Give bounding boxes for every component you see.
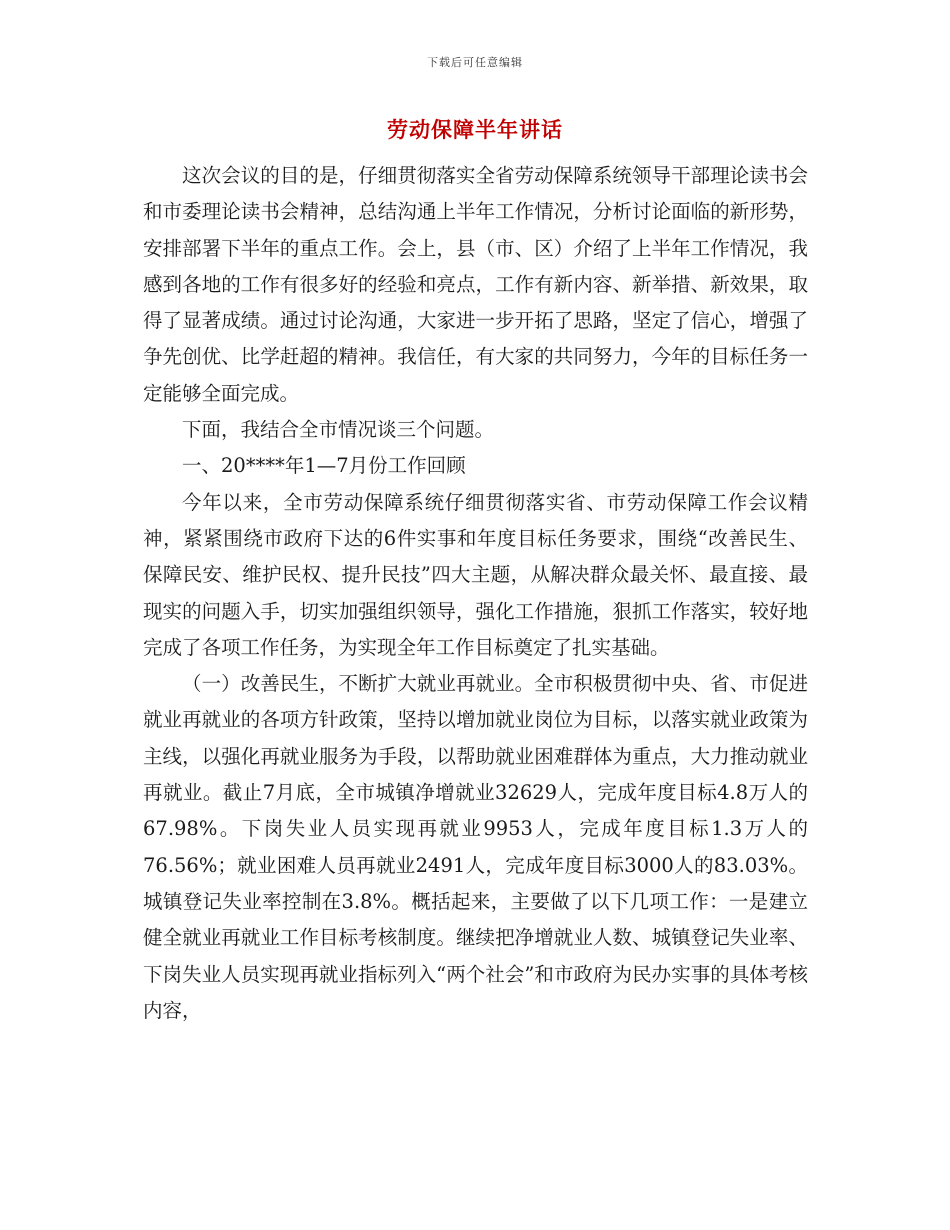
document-title: 劳动保障半年讲话	[387, 117, 563, 142]
paragraph: 这次会议的目的是，仔细贯彻落实全省劳动保障系统领导干部理论读书会和市委理论读书会精神，总结沟通上半年工作情况，分析讨论面临的新形势，安排部署下半年的重点工作。会上，县（市、区）介绍了上半年工作情况，我感到各地的工作有很多好的经验和亮点，工作有新内容、新举措、新效果，取得了显著成绩。通过讨论沟通，大家进一步开拓了思路，坚定了信心，增强了争先创优、比学赶超的精神。我信任，有大家的共同努力，今年的目标任务一定能够全面完成。	[143, 164, 808, 405]
paragraph: 一、20****年1—7月份工作回顾	[182, 454, 466, 478]
paragraph: 今年以来，全市劳动保障系统仔细贯彻落实省、市劳动保障工作会议精神，紧紧围绕市政府下达的6件实事和年度目标任务要求，围绕“改善民生、保障民安、维护民权、提升民技”四大主题，从解决群众最关怀、最直接、最现实的问题入手，切实加强组织领导，强化工作措施，狠抓工作落实，较好地完成了各项工作任务，为实现全年工作目标奠定了扎实基础。	[143, 490, 808, 659]
paragraph: （一）改善民生，不断扩大就业再就业。全市积极贯彻中央、省、市促进就业再就业的各项方针政策，坚持以增加就业岗位为目标，以落实就业政策为主线，以强化再就业服务为手段，以帮助就业困难群体为重点，大力推动就业再就业。截止7月底，全市城镇净增就业32629人，完成年度目标4.8万人的67.98%。下岗失业人员实现再就业9953人，完成年度目标1.3万人的76.56%；就业困难人员再就业2491人，完成年度目标3000人的83.03%。城镇登记失业率控制在3.8%。概括起来，主要做了以下几项工作：一是建立健全就业再就业工作目标考核制度。继续把净增就业人数、城镇登记失业率、下岗失业人员实现再就业指标列入“两个社会”和市政府为民办实事的具体考核内容，	[143, 672, 808, 1022]
header-note: 下载后可任意编辑	[427, 56, 523, 69]
document-body	[143, 158, 808, 1029]
paragraph: 下面，我结合全市情况谈三个问题。	[182, 418, 495, 442]
